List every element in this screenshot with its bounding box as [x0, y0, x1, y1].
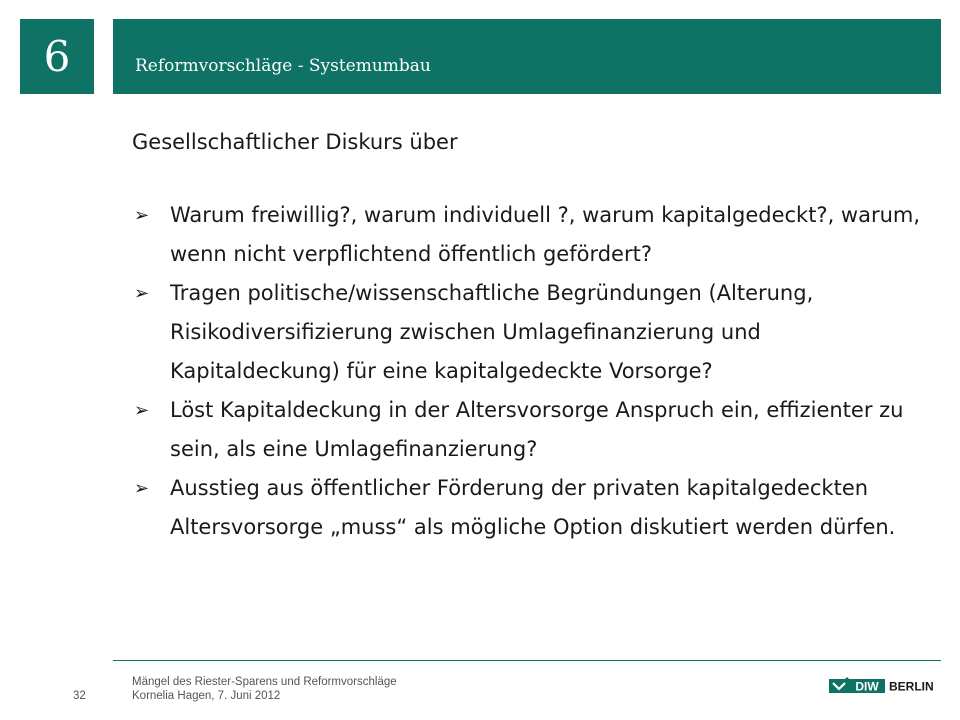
bullet-item	[132, 391, 932, 469]
intro-text: Gesellschaftlicher Diskurs über	[132, 130, 458, 154]
arrow-bullet-icon: ➢	[134, 283, 150, 304]
arrow-bullet-icon: ➢	[134, 205, 150, 226]
bullet-text: Tragen politische/wissenschaftliche Begründungen (Alterung, Risikodiversifizierung zwischen Umlagefinanzierung und Kapitaldeckung) für eine kapitalgedeckte Vorsorge?	[170, 281, 814, 383]
diw-berlin-logo	[827, 675, 943, 697]
arrow-bullet-icon: ➢	[134, 478, 150, 499]
section-number: 6	[43, 31, 71, 81]
footer-divider	[113, 660, 941, 661]
footer-presentation-title: Mängel des Riester-Sparens und Reformvorschläge	[132, 676, 397, 688]
footer-author-date: Kornelia Hagen, 7. Juni 2012	[132, 690, 281, 702]
bullet-item	[132, 274, 932, 391]
bullet-text: Warum freiwillig?, warum individuell ?, warum kapitalgedeckt?, warum, wenn nicht verpflichtend öffentlich gefördert?	[170, 203, 921, 266]
bullet-list	[132, 196, 932, 547]
bullet-text: Löst Kapitaldeckung in der Altersvorsorge Anspruch ein, effizienter zu sein, als eine Umlagefinanzierung?	[170, 398, 904, 461]
svg-text:BERLIN: BERLIN	[889, 679, 934, 694]
bullet-item	[132, 196, 932, 274]
footer-text	[132, 675, 397, 703]
bullet-item	[132, 469, 932, 547]
svg-text:DIW: DIW	[855, 679, 879, 694]
bullet-text: Ausstieg aus öffentlicher Förderung der privaten kapitalgedeckten Altersvorsorge „muss“ als mögliche Option diskutiert werden dürfen.	[170, 476, 896, 539]
section-number-box	[20, 19, 94, 94]
slide-content	[132, 128, 932, 547]
title-bar	[113, 19, 941, 94]
page-number: 32	[73, 690, 86, 702]
slide-title: Reformvorschläge - Systemumbau	[135, 56, 431, 76]
arrow-bullet-icon: ➢	[134, 400, 150, 421]
